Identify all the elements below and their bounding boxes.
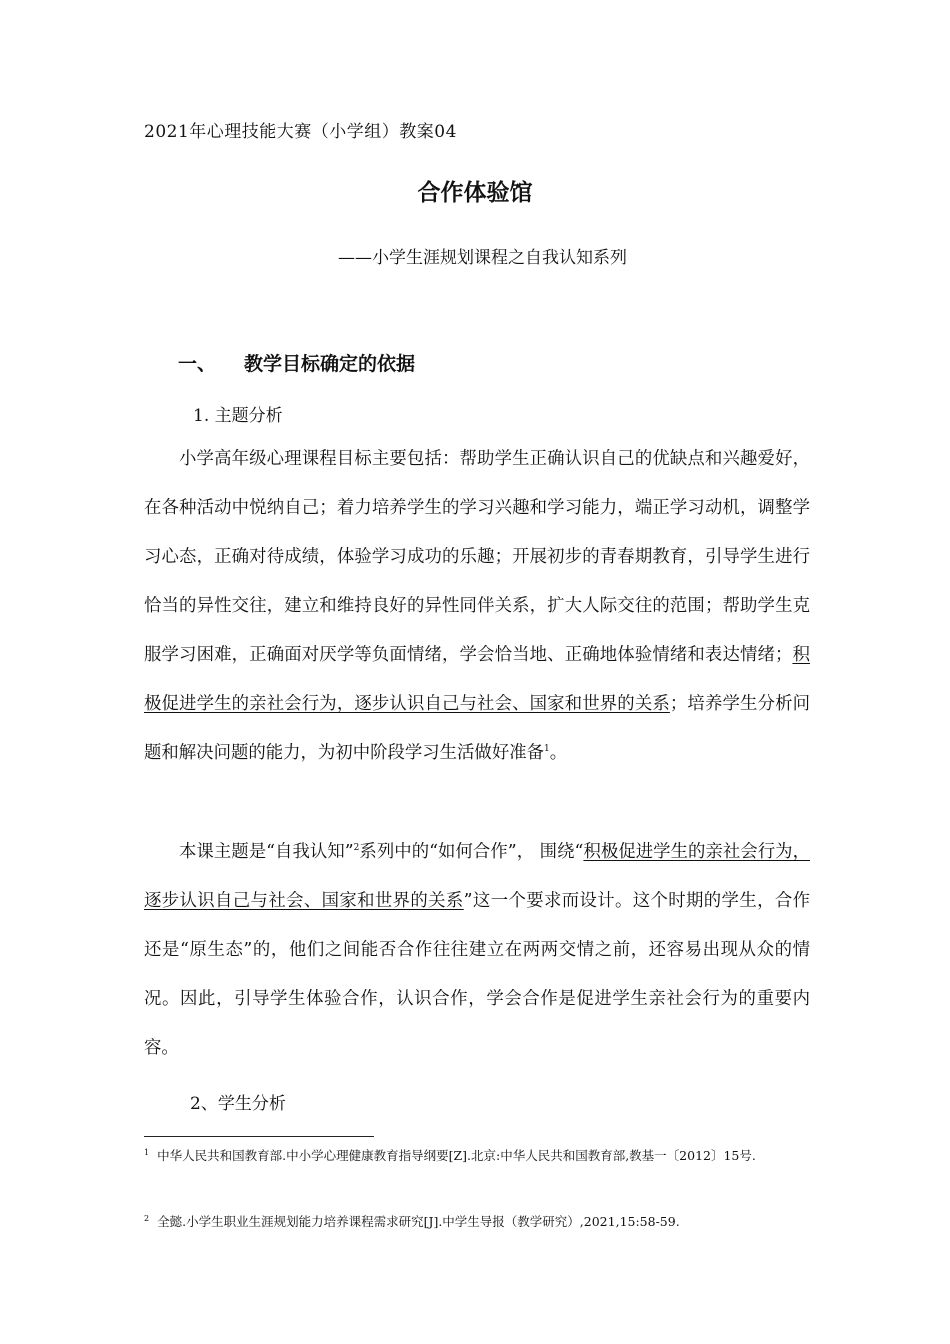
page-title: 合作体验馆 [417,180,533,206]
paragraph-theme-analysis [144,435,810,778]
footnote-ref[interactable]: 2 [353,843,360,854]
section-title: 教学目标确定的依据 [244,353,416,375]
section-number: 一、 [178,353,217,375]
footnote-2 [144,1206,824,1237]
footnote-text: 中华人民共和国教育部.中小学心理健康教育指导纲要[Z].北京:中华人民共和国教育部,教基一〔2012〕15号. [157,1148,756,1163]
footnote-number: 2 [144,1213,150,1223]
footnote-ref[interactable]: 1 [544,744,550,755]
underlined-text: 积极促进学生的亲社会行为，逐步认识自己与社会、国家和世界的关系 [144,645,810,714]
footnote-number: 1 [144,1147,150,1157]
document-header: 2021年心理技能大赛（小学组）教案04 [144,122,457,142]
paragraph-text: 本课主题是“自我认知” [179,842,354,862]
footnote-text: 全懿.小学生职业生涯规划能力培养课程需求研究[J].中学生导报（教学研究）,2021,15:58-59. [157,1214,680,1229]
paragraph-topic [144,828,810,1073]
paragraph-text: ；培养学生分析问题和解决问题的能力，为初中阶段学习生活做好准备 [144,694,810,763]
paragraph-text: 系列中的“如何合作”， 围绕“ [359,842,584,862]
paragraph-text: 。 [549,743,568,763]
underlined-text: 积极促进学生的亲社会行为，逐步认识自己与社会、国家和世界的关系 [144,842,810,911]
footnote-divider [144,1136,374,1137]
paragraph-text: 小学高年级心理课程目标主要包括：帮助学生正确认识自己的优缺点和兴趣爱好，在各种活动中悦纳自己；着力培养学生的学习兴趣和学习能力，端正学习动机，调整学习心态，正确对待成绩，体验学习成功的乐趣；开展初步的青春期教育，引导学生进行恰当的异性交往，建立和维持良好的异性同伴关系，扩大人际交往的范围；帮助学生克服学习困难，正确面对厌学等负面情绪，学会恰当地、正确地体验情绪和表达情绪； [144,449,810,665]
subsection-heading-students: 2、学生分析 [190,1094,286,1114]
subsection-heading-theme: 1. 主题分析 [193,406,283,426]
footnote-1 [144,1140,824,1171]
paragraph-text: ”这一个要求而设计。这个时期的学生，合作还是“原生态”的，他们之间能否合作往往建立在两两交情之前，还容易出现从众的情况。因此，引导学生体验合作，认识合作，学会合作是促进学生亲社会行为的重要内容。 [144,891,810,1058]
section-heading [178,349,415,376]
page-subtitle: ——小学生涯规划课程之自我认知系列 [338,248,627,268]
